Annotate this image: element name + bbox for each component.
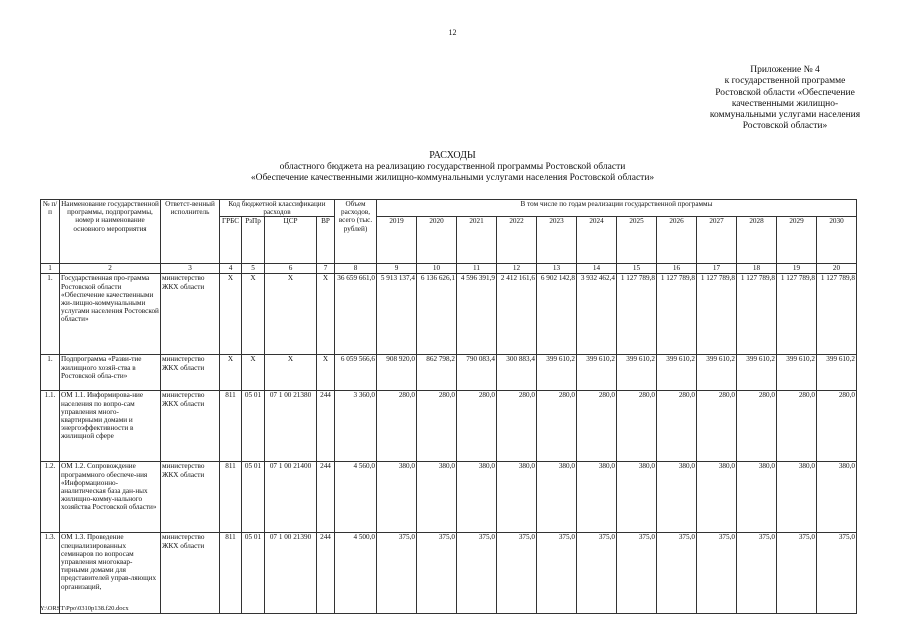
row-year-value: 399 610,2 bbox=[697, 355, 737, 391]
header-years-group: В том числе по годам реализации государственной программы bbox=[377, 200, 857, 217]
column-number: 5 bbox=[242, 264, 265, 274]
row-year-value: 280,0 bbox=[697, 391, 737, 462]
title-line-1: областного бюджета на реализацию государственной программы Ростовской области bbox=[279, 161, 626, 172]
row-year-value: 380,0 bbox=[737, 462, 777, 533]
row-year-value: 399 610,2 bbox=[617, 355, 657, 391]
row-year-value: 380,0 bbox=[377, 462, 417, 533]
row-year-value: 280,0 bbox=[577, 391, 617, 462]
row-year-value: 375,0 bbox=[737, 533, 777, 614]
row-year-value: 280,0 bbox=[457, 391, 497, 462]
row-year-value: 380,0 bbox=[457, 462, 497, 533]
row-total: 4 500,0 bbox=[335, 533, 377, 614]
table-row bbox=[41, 355, 857, 391]
table-row bbox=[41, 274, 857, 355]
column-number: 15 bbox=[617, 264, 657, 274]
column-number: 13 bbox=[537, 264, 577, 274]
header-year: 2021 bbox=[457, 217, 497, 264]
row-grbs: 811 bbox=[220, 533, 242, 614]
row-year-value: 375,0 bbox=[697, 533, 737, 614]
header-code-group: Код бюджетной классификации расходов bbox=[220, 200, 335, 217]
header-year: 2025 bbox=[617, 217, 657, 264]
header-rzpr: РзПр bbox=[242, 217, 265, 264]
row-year-value: 280,0 bbox=[377, 391, 417, 462]
row-year-value: 380,0 bbox=[657, 462, 697, 533]
row-name: ОМ 1.3. Проведение специализированных семинаров по вопросам управления многоквар-тирными домами для представителей управ-ляющих организаций, bbox=[60, 533, 161, 614]
row-name: Подпрограмма «Разви-тие жилищного хозяй-ства в Ростовской обла-сти» bbox=[60, 355, 161, 391]
row-year-value: 300 883,4 bbox=[497, 355, 537, 391]
row-total: 6 059 566,6 bbox=[335, 355, 377, 391]
row-vr: 244 bbox=[317, 462, 335, 533]
row-year-value: 375,0 bbox=[657, 533, 697, 614]
row-year-value: 6 136 626,1 bbox=[417, 274, 457, 355]
row-number: 1. bbox=[41, 274, 60, 355]
row-year-value: 2 412 161,6 bbox=[497, 274, 537, 355]
header-year: 2022 bbox=[497, 217, 537, 264]
row-executor: министерство ЖКХ области bbox=[161, 462, 220, 533]
row-year-value: 1 127 789,8 bbox=[617, 274, 657, 355]
header-year: 2030 bbox=[817, 217, 857, 264]
row-year-value: 399 610,2 bbox=[537, 355, 577, 391]
header-volume: Объем расходов, всего (тыс. рублей) bbox=[335, 200, 377, 264]
header-year: 2020 bbox=[417, 217, 457, 264]
expenses-table bbox=[40, 199, 857, 614]
row-year-value: 375,0 bbox=[537, 533, 577, 614]
row-rzpr: X bbox=[242, 274, 265, 355]
header-csr: ЦСР bbox=[265, 217, 317, 264]
row-rzpr: 05 01 bbox=[242, 391, 265, 462]
column-number: 8 bbox=[335, 264, 377, 274]
appendix-line: коммунальными услугами населения bbox=[709, 110, 861, 121]
title-line-2: «Обеспечение качественными жилищно-коммунальными услугами населения Ростовской области» bbox=[250, 173, 655, 183]
row-year-value: 399 610,2 bbox=[657, 355, 697, 391]
row-year-value: 375,0 bbox=[497, 533, 537, 614]
row-year-value: 280,0 bbox=[497, 391, 537, 462]
row-year-value: 1 127 789,8 bbox=[657, 274, 697, 355]
row-grbs: 811 bbox=[220, 462, 242, 533]
row-total: 3 360,0 bbox=[335, 391, 377, 462]
row-year-value: 399 610,2 bbox=[777, 355, 817, 391]
row-executor: министерство ЖКХ области bbox=[161, 533, 220, 614]
appendix-line: Приложение № 4 bbox=[750, 65, 820, 75]
row-year-value: 280,0 bbox=[777, 391, 817, 462]
column-number: 11 bbox=[457, 264, 497, 274]
row-csr: 07 1 00 21390 bbox=[265, 533, 317, 614]
column-number: 17 bbox=[697, 264, 737, 274]
column-number: 6 bbox=[265, 264, 317, 274]
row-year-value: 380,0 bbox=[497, 462, 537, 533]
file-path-footer: Y:\ORST\Ppo\0310p138.f20.docx bbox=[40, 605, 129, 612]
page-number: 12 bbox=[448, 28, 457, 37]
row-name: Государственная про-грамма Ростовской области «Обеспечение качественными жи-лищно-коммунальными услугами населения Ростовской области» bbox=[60, 274, 161, 355]
row-name: ОМ 1.1. Информирова-ние населения по вопро-сам управления много-квартирными домами и энергоэффективности в жилищной сфере bbox=[60, 391, 161, 462]
header-year: 2024 bbox=[577, 217, 617, 264]
row-rzpr: 05 01 bbox=[242, 533, 265, 614]
column-number: 1 bbox=[41, 264, 60, 274]
row-year-value: 1 127 789,8 bbox=[737, 274, 777, 355]
column-number: 3 bbox=[161, 264, 220, 274]
column-number: 19 bbox=[777, 264, 817, 274]
row-year-value: 280,0 bbox=[737, 391, 777, 462]
header-name: Наименование государственной программы, подпрограммы, номер и наименование основного мероприятия bbox=[60, 200, 161, 264]
row-number: 1.2. bbox=[41, 462, 60, 533]
column-number: 7 bbox=[317, 264, 335, 274]
row-year-value: 380,0 bbox=[417, 462, 457, 533]
appendix-line: качественными жилищно- bbox=[731, 98, 839, 109]
row-csr: X bbox=[265, 355, 317, 391]
appendix-line: к государственной программе bbox=[724, 76, 846, 87]
header-vr: ВР bbox=[317, 217, 335, 264]
row-year-value: 380,0 bbox=[537, 462, 577, 533]
row-executor: министерство ЖКХ области bbox=[161, 355, 220, 391]
row-year-value: 375,0 bbox=[457, 533, 497, 614]
row-vr: X bbox=[317, 355, 335, 391]
row-year-value: 375,0 bbox=[817, 533, 857, 614]
row-year-value: 375,0 bbox=[577, 533, 617, 614]
header-grbs: ГРБС bbox=[220, 217, 242, 264]
appendix-line: Ростовской области «Обеспечение bbox=[715, 87, 855, 98]
row-year-value: 280,0 bbox=[417, 391, 457, 462]
row-year-value: 375,0 bbox=[377, 533, 417, 614]
table-row bbox=[41, 462, 857, 533]
row-year-value: 399 610,2 bbox=[817, 355, 857, 391]
row-year-value: 380,0 bbox=[577, 462, 617, 533]
header-year: 2028 bbox=[737, 217, 777, 264]
row-number: 1.3. bbox=[41, 533, 60, 614]
row-vr: X bbox=[317, 274, 335, 355]
row-year-value: 862 798,2 bbox=[417, 355, 457, 391]
row-total: 4 560,0 bbox=[335, 462, 377, 533]
row-year-value: 399 610,2 bbox=[737, 355, 777, 391]
column-number: 9 bbox=[377, 264, 417, 274]
row-year-value: 280,0 bbox=[817, 391, 857, 462]
row-year-value: 790 083,4 bbox=[457, 355, 497, 391]
row-year-value: 375,0 bbox=[417, 533, 457, 614]
document-title bbox=[0, 150, 905, 185]
column-number: 16 bbox=[657, 264, 697, 274]
row-vr: 244 bbox=[317, 533, 335, 614]
header-year: 2027 bbox=[697, 217, 737, 264]
row-year-value: 399 610,2 bbox=[577, 355, 617, 391]
appendix-line: Ростовской области» bbox=[742, 121, 828, 132]
row-executor: министерство ЖКХ области bbox=[161, 274, 220, 355]
row-csr: X bbox=[265, 274, 317, 355]
row-year-value: 5 913 137,4 bbox=[377, 274, 417, 355]
row-year-value: 6 902 142,8 bbox=[537, 274, 577, 355]
column-number: 20 bbox=[817, 264, 857, 274]
row-year-value: 380,0 bbox=[697, 462, 737, 533]
appendix-block bbox=[685, 65, 885, 133]
row-year-value: 1 127 789,8 bbox=[817, 274, 857, 355]
row-year-value: 280,0 bbox=[617, 391, 657, 462]
table-row bbox=[41, 391, 857, 462]
row-executor: министерство ЖКХ области bbox=[161, 391, 220, 462]
title-heading: РАСХОДЫ bbox=[429, 150, 476, 161]
row-total: 36 659 661,0 bbox=[335, 274, 377, 355]
row-year-value: 380,0 bbox=[777, 462, 817, 533]
row-year-value: 1 127 789,8 bbox=[697, 274, 737, 355]
row-year-value: 380,0 bbox=[617, 462, 657, 533]
column-number: 12 bbox=[497, 264, 537, 274]
row-year-value: 1 127 789,8 bbox=[777, 274, 817, 355]
table-row bbox=[41, 533, 857, 614]
row-year-value: 3 932 462,4 bbox=[577, 274, 617, 355]
row-grbs: X bbox=[220, 355, 242, 391]
row-number: 1.1. bbox=[41, 391, 60, 462]
row-number: 1. bbox=[41, 355, 60, 391]
row-grbs: 811 bbox=[220, 391, 242, 462]
row-rzpr: X bbox=[242, 355, 265, 391]
row-vr: 244 bbox=[317, 391, 335, 462]
column-number-row bbox=[41, 264, 857, 274]
row-year-value: 375,0 bbox=[777, 533, 817, 614]
row-year-value: 280,0 bbox=[657, 391, 697, 462]
row-rzpr: 05 01 bbox=[242, 462, 265, 533]
column-number: 4 bbox=[220, 264, 242, 274]
header-executor: Ответст-венный исполнитель bbox=[161, 200, 220, 264]
column-number: 10 bbox=[417, 264, 457, 274]
row-year-value: 280,0 bbox=[537, 391, 577, 462]
column-number: 18 bbox=[737, 264, 777, 274]
header-num: № п/п bbox=[41, 200, 60, 264]
row-grbs: X bbox=[220, 274, 242, 355]
row-csr: 07 1 00 21400 bbox=[265, 462, 317, 533]
row-csr: 07 1 00 21380 bbox=[265, 391, 317, 462]
header-year: 2026 bbox=[657, 217, 697, 264]
header-year: 2023 bbox=[537, 217, 577, 264]
row-year-value: 908 920,0 bbox=[377, 355, 417, 391]
header-year: 2029 bbox=[777, 217, 817, 264]
column-number: 2 bbox=[60, 264, 161, 274]
row-year-value: 380,0 bbox=[817, 462, 857, 533]
row-name: ОМ 1.2. Сопровождение программного обеспече-ния «Информационно-аналитическая база дан-ных жилищно-комму-нального хозяйства Ростовской области» bbox=[60, 462, 161, 533]
header-year: 2019 bbox=[377, 217, 417, 264]
row-year-value: 375,0 bbox=[617, 533, 657, 614]
column-number: 14 bbox=[577, 264, 617, 274]
row-year-value: 4 596 391,9 bbox=[457, 274, 497, 355]
